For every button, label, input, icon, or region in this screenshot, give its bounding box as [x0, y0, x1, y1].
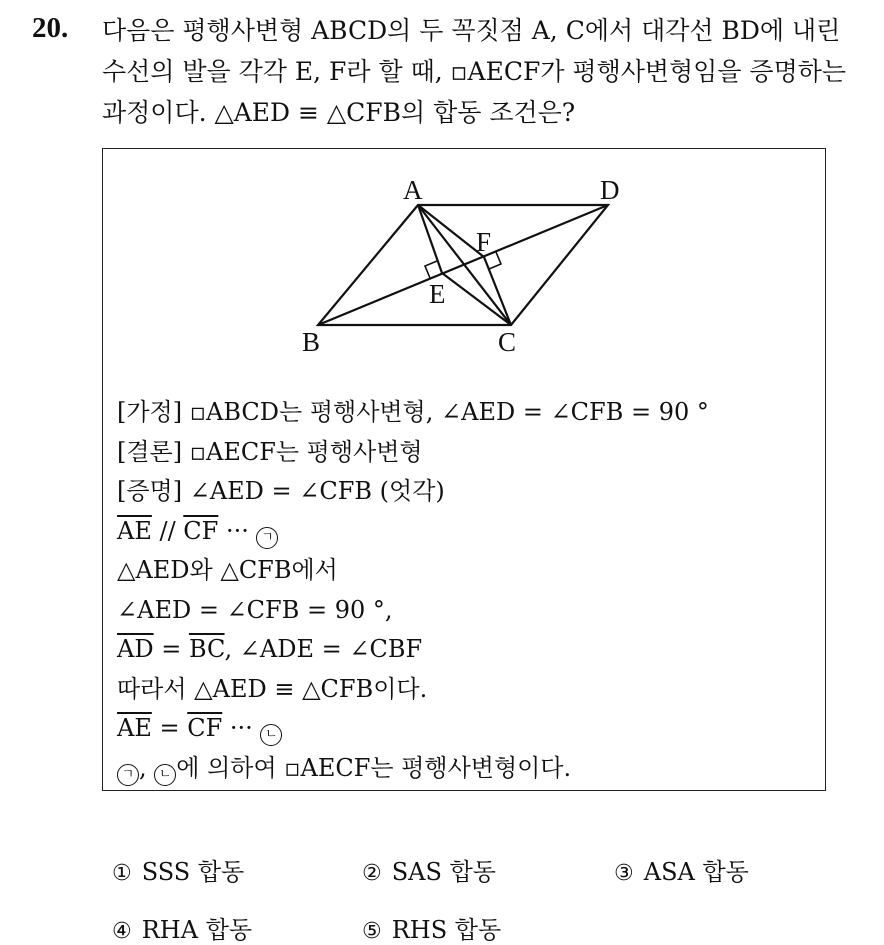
label-d: D: [600, 175, 620, 205]
stem-line-3: 과정이다. △AED ≡ △CFB의 합동 조건은?: [102, 98, 576, 127]
segment-ae-text: $\overline{AE}$: [117, 516, 152, 545]
proof-step-equal-sides: [117, 709, 709, 749]
parallelogram-figure: [298, 167, 628, 367]
angle-equality: , ∠ADE = ∠CBF: [224, 635, 423, 663]
proof-step-sides: [117, 630, 709, 670]
label-b: B: [302, 327, 321, 357]
proof-conclusion: [결론] ▫AECF는 평행사변형: [117, 437, 423, 466]
question-stem: [102, 10, 872, 133]
choice-5-number: ⑤: [362, 919, 382, 944]
segment-cf-text-2: $\overline{CF}$: [187, 714, 223, 742]
segment-ae-text-2: $\overline{AE}$: [117, 714, 152, 742]
choice-3-text: ASA 합동: [643, 858, 749, 886]
proof-step-congruence: 따라서 △AED ≡ △CFB이다.: [117, 674, 428, 703]
proof-step-triangles: △AED와 △CFB에서: [117, 556, 338, 584]
equals-2: =: [151, 714, 188, 742]
segment-bc-text: $\overline{BC}$: [188, 635, 225, 663]
question-number: 20.: [32, 12, 69, 44]
proof-box: [102, 148, 826, 791]
choice-2-number: ②: [362, 861, 382, 886]
proof-text: [117, 393, 709, 788]
choice-2-text: SAS 합동: [391, 858, 496, 886]
choice-5-text: RHS 합동: [391, 916, 502, 944]
choice-2[interactable]: [362, 852, 496, 887]
proof-step-parallel: [117, 512, 709, 552]
segment-ad-text: $\overline{AD}$: [117, 635, 154, 663]
label-c: C: [498, 327, 517, 357]
ellipsis: ···: [218, 516, 257, 545]
circled-mark-ref-1: ㄱ: [117, 764, 139, 786]
separator: ,: [139, 753, 155, 782]
segment-cf-text: $\overline{CF}$: [183, 516, 219, 545]
proof-step-right-angles: ∠AED = ∠CFB = 90 °,: [117, 595, 393, 624]
choice-4-number: ④: [112, 919, 132, 944]
proof-step-alternate-angles: [증명] ∠AED = ∠CFB (엇각): [117, 477, 445, 505]
diagonal-bd: [318, 205, 608, 325]
ellipsis-2: ···: [222, 714, 261, 742]
stem-line-2: 수선의 발을 각각 E, F라 할 때, ▫AECF가 평행사변형임을 증명하는: [102, 57, 847, 86]
choice-3[interactable]: [614, 852, 749, 887]
circled-mark-ref-2: ㄴ: [154, 764, 176, 786]
equals: =: [153, 635, 189, 663]
stem-line-1: 다음은 평행사변형 ABCD의 두 꼭짓점 A, C에서 대각선 BD에 내린: [102, 16, 841, 45]
choice-1-number: ①: [112, 861, 132, 886]
choice-3-number: ③: [614, 861, 634, 886]
circled-mark-2: ㄴ: [260, 724, 282, 746]
final-statement: 에 의하여 ▫AECF는 평행사변형이다.: [176, 753, 572, 782]
parallel-symbol: //: [151, 516, 184, 545]
proof-final: [117, 749, 709, 789]
label-f: F: [476, 227, 492, 257]
choice-1-text: SSS 합동: [141, 858, 245, 886]
label-e: E: [429, 279, 446, 309]
choice-1[interactable]: [112, 852, 244, 887]
label-a: A: [403, 175, 423, 205]
choice-4-text: RHA 합동: [141, 916, 253, 944]
circled-mark-1: ㄱ: [256, 527, 278, 549]
proof-hypothesis: [가정] ▫ABCD는 평행사변형, ∠AED = ∠CFB = 90 °: [117, 398, 709, 426]
